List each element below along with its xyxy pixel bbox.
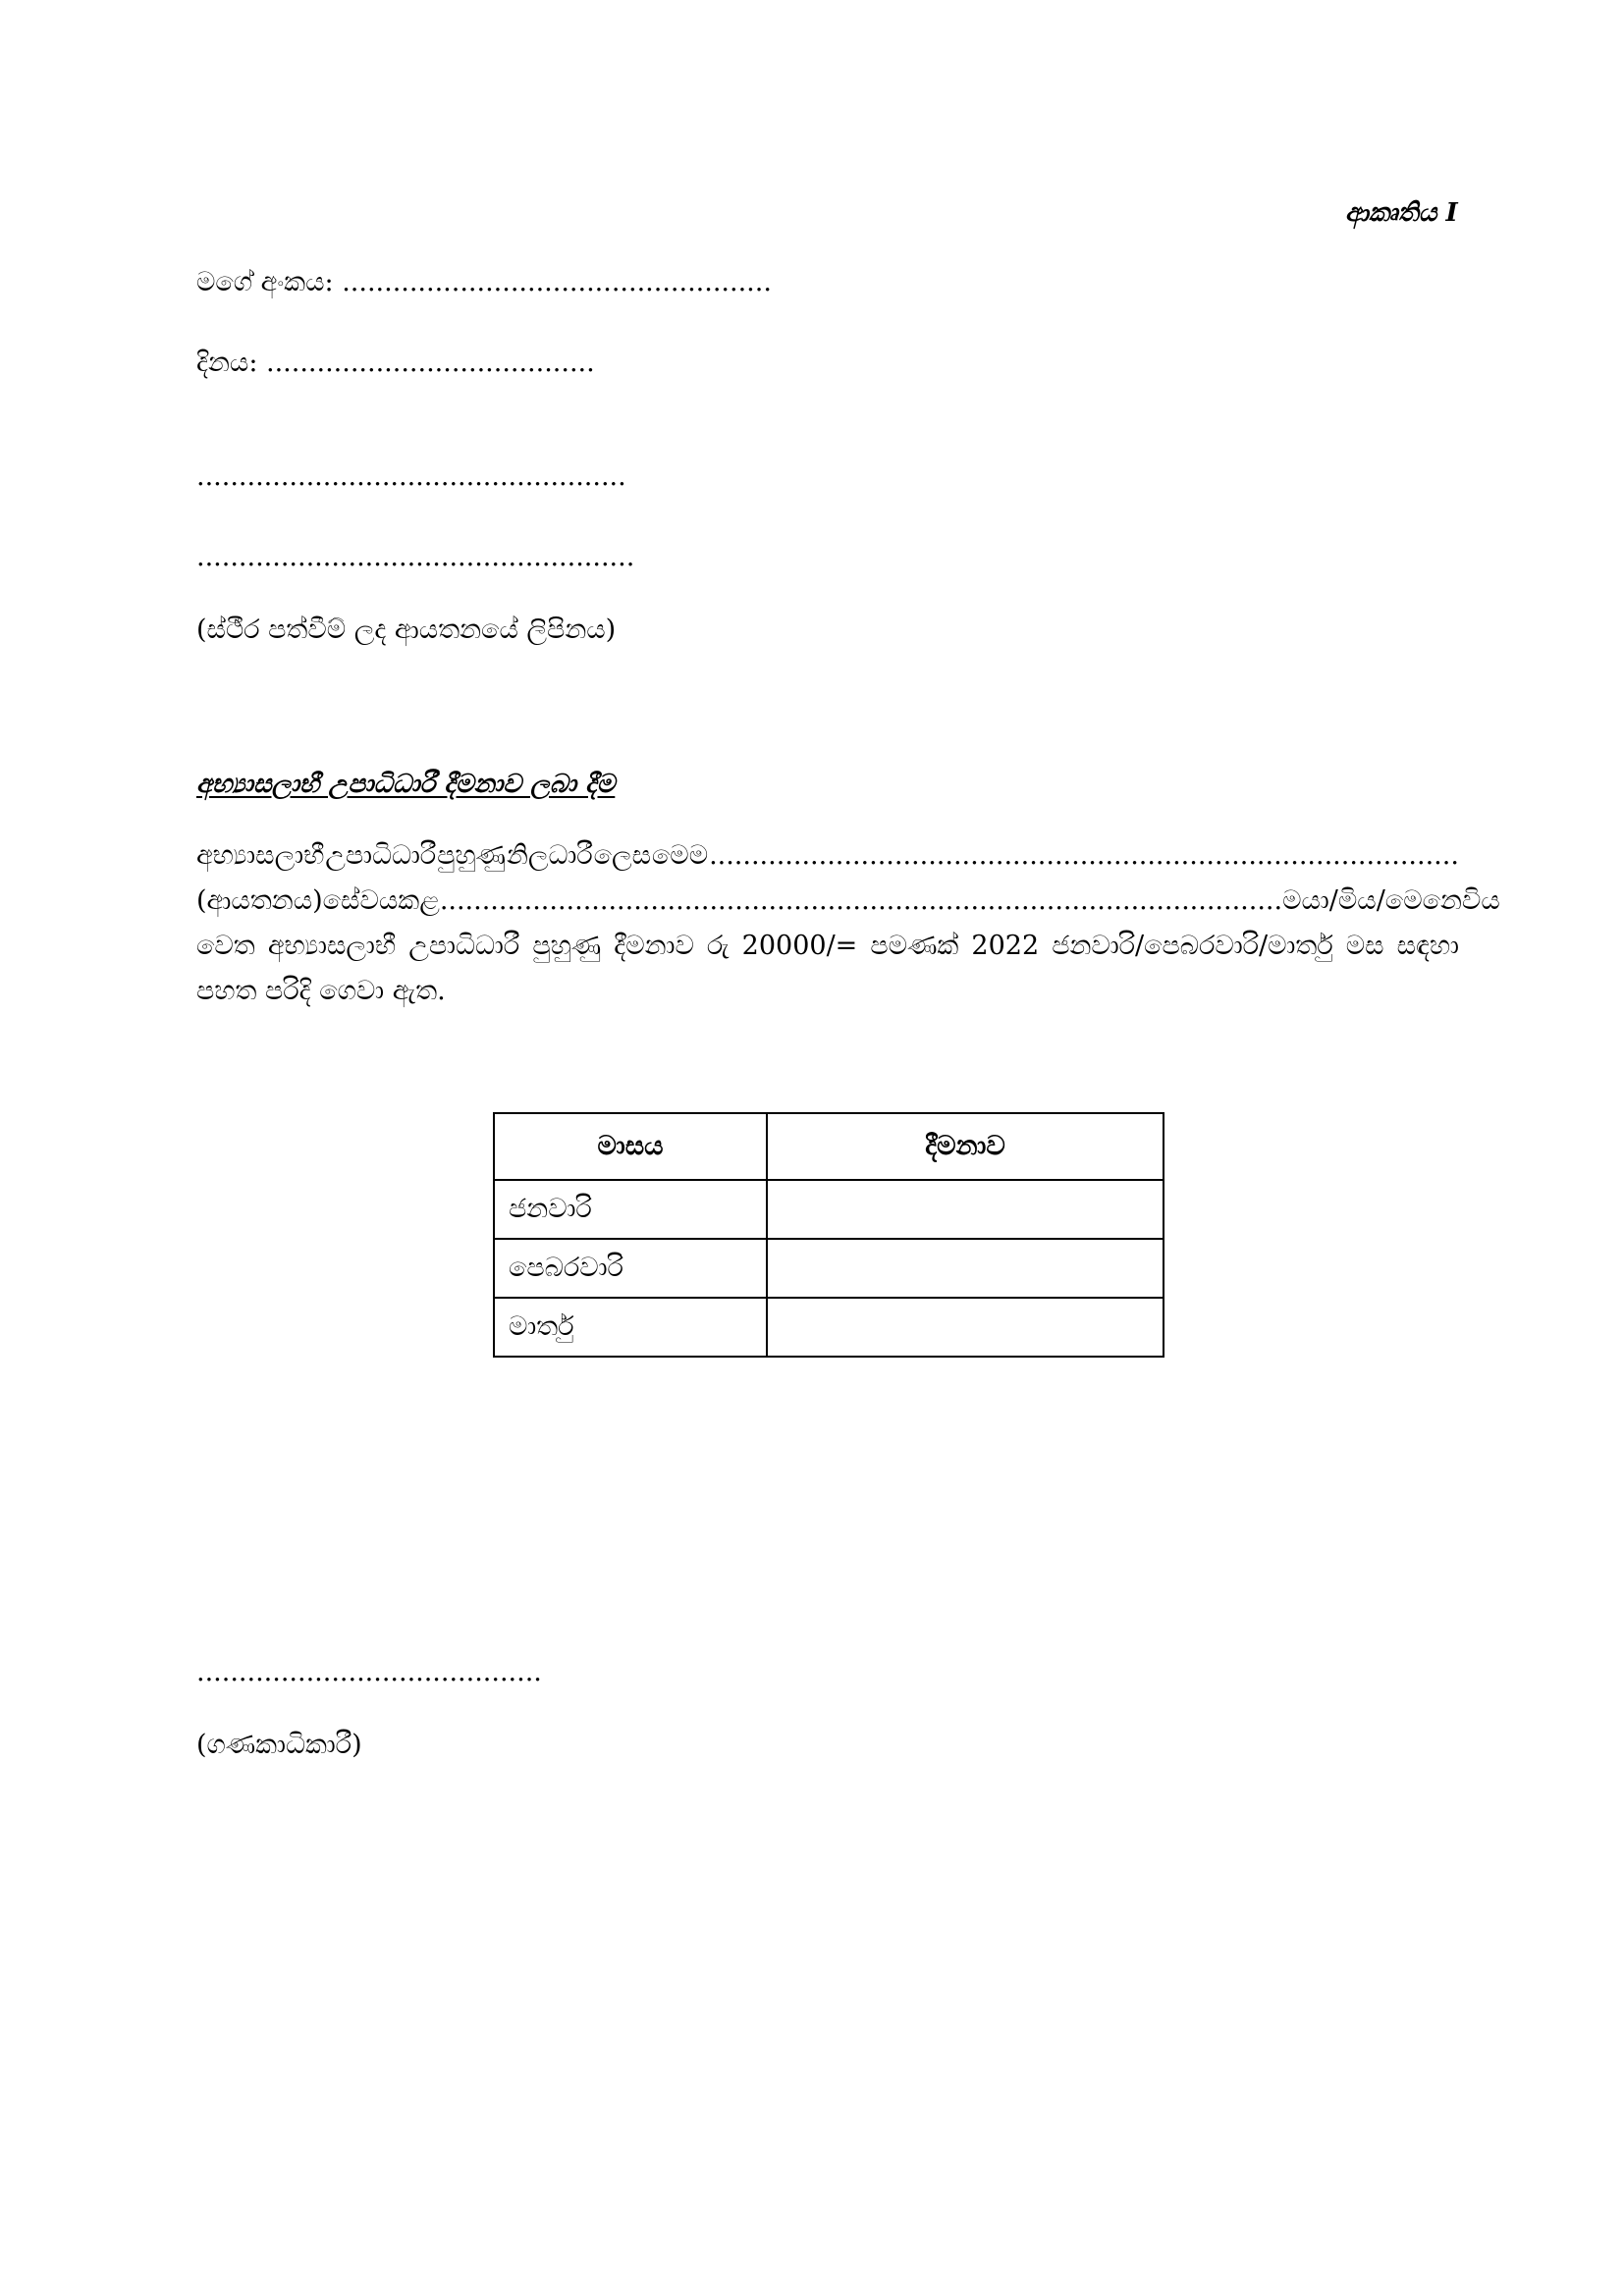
table-row	[494, 1239, 1164, 1298]
amount-cell	[767, 1239, 1164, 1298]
table-row	[494, 1180, 1164, 1239]
word: කළ	[398, 885, 440, 916]
word: පහත පරිදි ගෙවා ඇත.	[196, 976, 446, 1006]
paragraph-line-2	[196, 885, 1500, 931]
word: වෙත	[196, 931, 255, 961]
body-paragraph	[196, 840, 1500, 1021]
date-field: දිනය: .......................................	[196, 347, 595, 378]
amount-cell	[767, 1180, 1164, 1239]
word: (ආයතනය)	[196, 885, 323, 916]
month-column-header: මාසය	[494, 1113, 767, 1180]
amount-cell	[767, 1298, 1164, 1357]
address-line-2: ....................................................	[196, 542, 635, 572]
month-cell: පෙබරවාරි	[494, 1239, 767, 1298]
month-cell: ජනවාරි	[494, 1180, 767, 1239]
month-cell: මාර්තු	[494, 1298, 767, 1357]
word: ජනවාරි/පෙබරවාරි/මාර්තු	[1052, 931, 1333, 961]
word: මස	[1345, 931, 1384, 961]
word: දීමනාව	[614, 931, 694, 961]
amount: 20000/=	[741, 931, 858, 961]
word: පුහුණු	[532, 931, 602, 961]
blank-line: .........................................................................................	[709, 840, 1459, 871]
word: මයා/මිය/මෙනෙවිය	[1282, 885, 1500, 916]
table-row	[494, 1298, 1164, 1357]
allowance-table	[493, 1112, 1164, 1358]
signatory-caption: (ගණකාධිකාරී)	[196, 1730, 362, 1760]
word: මෙම	[651, 840, 709, 871]
institution-address-caption: (ස්ථීර පත්වීම් ලද ආයතනයේ ලිපිනය)	[196, 614, 617, 645]
table-header-row	[494, 1113, 1164, 1180]
word: රු	[707, 931, 730, 961]
word: අභ්‍යාසලාභී	[267, 931, 397, 961]
word: නිලධාරී	[506, 840, 593, 871]
word: පමණක්	[870, 931, 959, 961]
word: සඳහා	[1396, 931, 1459, 961]
form-label: ආකෘතිය I	[1345, 198, 1458, 228]
address-line-1: ...................................................	[196, 461, 626, 492]
paragraph-line-1	[196, 840, 1459, 885]
paragraph-line-3	[196, 931, 1459, 976]
signature-line: .........................................	[196, 1657, 542, 1687]
blank-line: ....................................................................................................	[439, 885, 1283, 916]
word: සේවය	[322, 885, 399, 916]
year: 2022	[971, 931, 1040, 961]
allowance-column-header: දීමනාව	[767, 1113, 1164, 1180]
word: උපාධිධාරී	[325, 840, 437, 871]
word: අභ්‍යාසලාභී	[196, 840, 325, 871]
document-title: අභ්‍යාසලාභී උපාධිධාරී දීමනාව ලබා දීම	[196, 770, 616, 799]
word: පුහුණු	[437, 840, 507, 871]
word: ලෙස	[593, 840, 651, 871]
word: උපාධිධාරී	[408, 931, 520, 961]
reference-number: මගේ අංකය: ...................................................	[196, 267, 772, 297]
paragraph-line-4	[196, 976, 1459, 1021]
